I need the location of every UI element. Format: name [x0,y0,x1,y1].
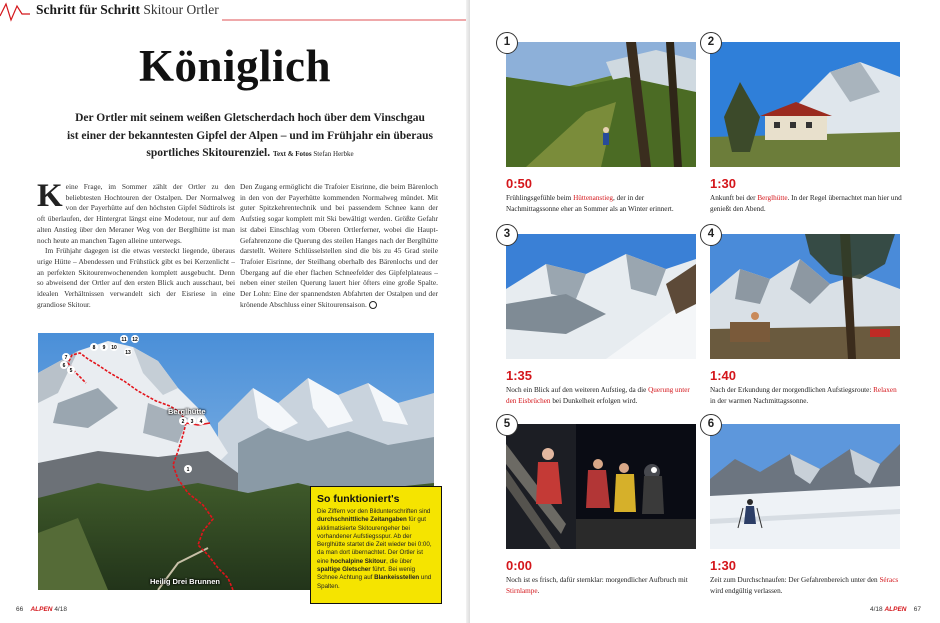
author-credit [273,150,354,158]
intro-line-3 [60,145,440,164]
intro-text [60,110,440,164]
step-2-caption-post: . In der Regel übernachtet man hier und genießt den Abend. [710,194,902,213]
step-5-caption-post: . [537,586,540,595]
step-5-number: 5 [496,414,518,436]
step-2-photo [710,42,900,167]
issue-left: 4/18 [54,606,67,613]
step-2-number: 2 [700,32,722,54]
step-1-time: 0:50 [506,176,533,191]
info-text-5: und Spalten. [317,574,432,590]
step-4-time: 1:40 [710,368,737,383]
step-3-time: 1:35 [506,368,533,383]
credit-name: Stefan Herbke [313,150,354,158]
step-4-number: 4 [700,224,722,246]
route-marker-11: 11 [121,337,127,343]
section-header-light: Skitour Ortler [143,2,219,17]
route-marker-9: 9 [102,345,106,351]
info-bold-3: spaltige Gletscher [317,566,371,574]
body-column-1 [37,178,235,310]
step-5-caption-highlight: Stirnlampe [506,586,538,595]
dropcap: K [37,178,63,214]
step-2-caption [710,193,902,214]
route-marker-2: 2 [181,419,185,425]
page-number-right: 67 [913,606,921,613]
info-box-text [317,508,435,591]
step-1-caption-pre: Frühlingsgefühle beim [506,194,574,202]
step-1-caption [506,193,698,214]
page-title: Königlich [138,41,332,91]
step-4-caption-highlight: Relaxen [873,386,897,394]
route-marker-8: 8 [92,345,96,351]
route-marker-1: 1 [186,467,190,473]
step-6-photo [710,424,900,549]
credit-label: Text & Fotos [272,150,312,158]
step-5-caption [506,575,698,596]
step-3-caption-pre: Noch ein Blick auf den weiteren Aufstieg, da die [506,386,649,394]
step-6-number: 6 [700,414,722,436]
info-text-2: für gut akklimatisierte Skitourengeher bei vorhandener Aufstiegsspur. Ab der Berglhütte startet die Zeit wieder bei 0:00, da man dort übernachtet. Der Ortler ist eine [317,516,432,565]
article-end-icon [369,301,377,309]
info-box [310,486,442,604]
route-marker-3: 3 [190,419,194,425]
brand-logo-left: ALPEN [30,606,53,613]
step-6-caption [710,575,902,596]
route-marker-10: 10 [111,345,117,351]
step-3-number: 3 [496,224,518,246]
body-paragraph-1 [37,178,235,246]
intro-line-1: Der Ortler mit seinem weißen Gletscherdach hoch über dem Vinschgau [75,112,425,124]
info-box-title: So funktioniert's [317,493,400,505]
map-label-heilig-drei-brunnen: Heilig Drei Brunnen [150,577,221,586]
route-marker-13: 13 [125,350,131,356]
step-4-caption-post: in der warmen Nachmittagssonne. [710,396,809,405]
route-marker-4: 4 [199,419,203,425]
step-3-caption-highlight: Querung unter den Eisbrüchen [506,386,690,405]
info-bold-2: hochalpine Skitour [330,557,387,565]
step-5-time: 0:00 [506,558,533,573]
step-6-caption-highlight: Séracs [879,576,899,584]
intro-line-3-text: sportliches Skitourenziel. [146,147,271,159]
info-text-4: führt. Bei wenig Schnee Achtung auf [317,566,416,582]
step-6-caption-pre: Zeit zum Durchschnaufen: Der Gefahrenbereich unter den [710,576,880,584]
step-2-caption-pre: Ankunft bei der [710,194,758,202]
info-bold-4: Blankeisstellen [374,574,420,582]
step-6-time: 1:30 [710,558,737,573]
route-marker-5: 5 [69,368,73,374]
step-2-caption-highlight: Berglhütte [757,194,788,202]
route-marker-7: 7 [64,355,68,361]
info-bold-1: durchschnittliche Zeitangaben [317,516,407,524]
step-1-caption-highlight: Hüttenanstieg [573,194,613,202]
page-number-left: 66 [16,606,24,613]
route-marker-6: 6 [62,363,66,369]
body-paragraph-2: Im Frühjahr dagegen ist die etwas versteckt liegende, überaus urige Hütte – Abendessen und Frühstück gibt es bei Kerzenlicht – an perfekten Skitourenwochenenden komplett ausgebucht. Denn so abweisend der Ortler auf den ersten Blick auch ausschaut, bei idealen Verhältnissen verwandelt sich der Eisriese in eine grandiose Skitour. [37,246,235,309]
step-2-time: 1:30 [710,176,737,191]
body-column-2 [240,182,438,310]
right-page [470,0,940,623]
step-1-photo [506,42,696,167]
step-3-caption [506,385,698,406]
map-label-berglhuette: Berglhütte [168,407,206,416]
section-header [36,2,219,18]
step-4-caption [710,385,902,406]
body-paragraph-1-text: eine Frage, im Sommer zählt der Ortler zu den beliebtesten Hochtouren der Ostalpen. Der Normalweg von der Payerhütte auf den höchsten Gipfel Südtirols ist oft überlaufen, der Hintergrat längst eine Modetour, nur auf dem alten Anstieg über den Meraner Weg von der Berglhütte ist man noch heute an manchen Tagen alleine unterwegs. [37,182,235,245]
info-text-3: , die über [386,557,412,565]
step-5-photo [506,424,696,549]
step-1-caption-post: , der in der Nachmittagssonne eher an Sommer als an Winter erinnert. [506,194,674,213]
brand-logo-right: ALPEN [884,606,907,613]
section-header-bold: Schritt für Schritt [36,2,140,17]
folio-left [16,606,67,613]
info-text-1: Die Ziffern vor den Bildunterschriften sind [317,508,431,515]
step-4-caption-pre: Nach der Erkundung der morgendlichen Aufstiegsroute: [710,386,874,394]
body-paragraph-3 [240,182,438,310]
step-3-caption-post: bei Dunkelheit erfolgen wird. [550,396,638,405]
step-1-number: 1 [496,32,518,54]
route-marker-12: 12 [132,337,138,343]
folio-right [870,606,921,613]
step-5-caption-pre: Noch ist es frisch, dafür sternklar: morgendlicher Aufbruch mit [506,576,688,584]
issue-right: 4/18 [870,606,883,613]
body-paragraph-3-text: Den Zugang ermöglicht die Trafoier Eisrinne, die beim Bärenloch in den von der Payerhütte kommenden Normalweg mündet. Mit guter Spitzkehrentechnik und bei passendem Schnee kann der Aufstieg sogar komplett mit Ski bewältigt werden. Größte Gefahr ist dabei Einschlag vom Oberen Ortlerferner, wobei die Haupt-Gefahrenzone die Querung des steilen Hanges nach der Berglhütte darstellt. Weitere Schlüsselstellen sind die bis zu 45 Grad steile Trafoier Eisrinne, der Steilhang oberhalb des Bärenlochs und der Übergang auf die eher flachen Schneefelder des Gipfelplateaus – neben einer steilen Querung lauert hier öfters eine große Spalte. Der Lohn: Eine der spannendsten Abfahrten der Ostalpen und der krönende Abschluss einer Skitourensaison. [240,182,438,309]
step-6-caption-post: wird endgültig verlassen. [710,586,783,595]
step-4-photo [710,234,900,359]
step-3-photo [506,234,696,359]
intro-line-2: ist einer der bekanntesten Gipfel der Alpen – und im Frühjahr ein überaus [67,129,433,142]
